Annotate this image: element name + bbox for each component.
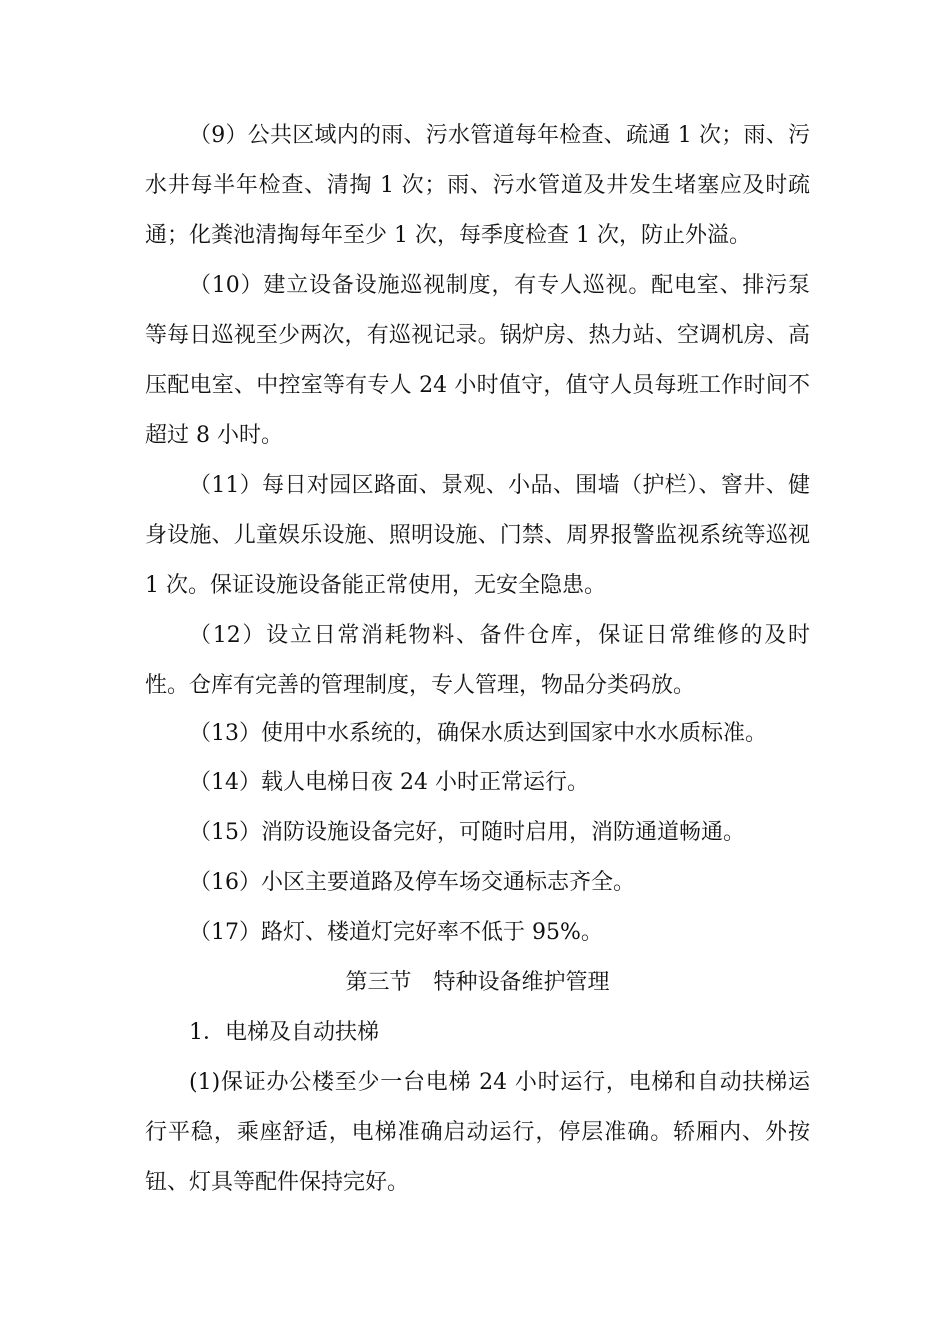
paragraph-16: （16）小区主要道路及停车场交通标志齐全。 (189, 870, 635, 895)
paragraph-11: （11）每日对园区路面、景观、小品、围墙（护栏）、窨井、健身设施、儿童娱乐设施、照明设施、门禁、周界报警监视系统等巡视 1 次。保证设施设备能正常使用，无安全隐患。 (145, 473, 810, 598)
paragraph-12: （12）设立日常消耗物料、备件仓库，保证日常维修的及时性。仓库有完善的管理制度，专人管理，物品分类码放。 (145, 623, 810, 698)
paragraph-17: （17）路灯、楼道灯完好率不低于 95%。 (189, 920, 603, 945)
subheading: 1．电梯及自动扶梯 (189, 1020, 379, 1045)
paragraph-9: （9）公共区域内的雨、污水管道每年检查、疏通 1 次；雨、污水井每半年检查、清掏 1 次；雨、污水管道及井发生堵塞应及时疏通；化粪池清掏每年至少 1 次，每季度检查 1 次，防止外溢。 (145, 123, 810, 248)
paragraph-14: （14）载人电梯日夜 24 小时正常运行。 (189, 770, 589, 795)
paragraph-15: （15）消防设施设备完好，可随时启用，消防通道畅通。 (189, 820, 745, 845)
paragraph-10: （10）建立设备设施巡视制度，有专人巡视。配电室、排污泵等每日巡视至少两次，有巡视记录。锅炉房、热力站、空调机房、高压配电室、中控室等有专人 24 小时值守，值守人员每班工作时间不超过 8 小时。 (145, 273, 810, 448)
elevator-paragraph-1: (1)保证办公楼至少一台电梯 24 小时运行，电梯和自动扶梯运行平稳，乘座舒适，电梯准确启动运行，停层准确。轿厢内、外按钮、灯具等配件保持完好。 (145, 1070, 810, 1195)
section-heading: 第三节 特种设备维护管理 (345, 970, 610, 995)
paragraph-13: （13）使用中水系统的，确保水质达到国家中水水质标准。 (189, 721, 767, 746)
